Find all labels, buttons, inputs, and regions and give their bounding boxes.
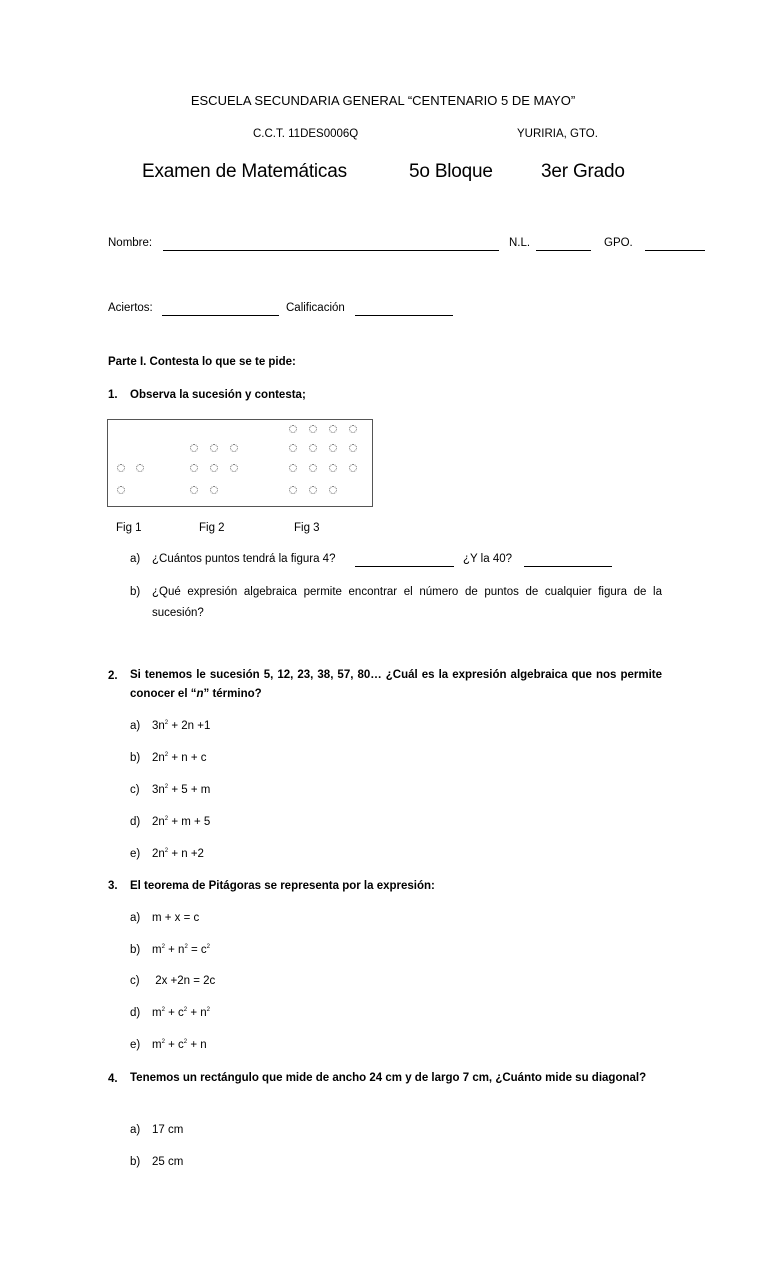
fig3-dot — [289, 425, 297, 433]
q3-option-b[interactable]: b) $m^2 + n^2 = c^2$ — [130, 944, 210, 956]
grado: 3er Grado — [541, 161, 625, 182]
fig3-dot — [329, 486, 337, 494]
calificacion-field[interactable] — [355, 315, 453, 316]
q2-option-c[interactable]: c) $3n^2 + 5 + m$ — [130, 784, 211, 796]
fig3-dot — [309, 464, 317, 472]
fig3-dot — [329, 425, 337, 433]
aciertos-field[interactable] — [162, 315, 279, 316]
fig3-dot — [289, 486, 297, 494]
fig3-dot — [309, 444, 317, 452]
fig2-dot — [230, 444, 238, 452]
fig1-dot — [136, 464, 144, 472]
q2-option-e[interactable]: e) $2n^2 + n +2$ — [130, 848, 204, 860]
q1b-text: ¿Qué expresión algebraica permite encontrar el número de puntos de cualquier figura de la sucesión? — [152, 586, 662, 619]
fig3-dot — [309, 425, 317, 433]
nombre-label: Nombre: — [108, 237, 153, 249]
q2-option-b[interactable]: b) $2n^2 + n + c$ — [130, 752, 207, 764]
aciertos-label: Aciertos: — [108, 302, 153, 314]
q4-number: 4. — [108, 1073, 118, 1085]
part1-title: Parte I. Contesta lo que se te pide: — [108, 356, 296, 368]
q4-option-b[interactable]: b) 25 cm — [130, 1156, 184, 1168]
q1-text: Observa la sucesión y contesta; — [130, 389, 306, 401]
fig1-dot — [117, 486, 125, 494]
bloque: 5o Bloque — [409, 161, 493, 182]
fig2-label: Fig 2 — [199, 522, 225, 534]
fig2-dot — [230, 464, 238, 472]
school-name: ESCUELA SECUNDARIA GENERAL “CENTENARIO 5 DE MAYO” — [190, 93, 576, 108]
q1a-text: ¿Cuántos puntos tendrá la figura 4? — [152, 553, 336, 565]
fig2-dot — [190, 444, 198, 452]
calificacion-label: Calificación — [286, 302, 345, 314]
cct-code: C.C.T. 11DES0006Q — [253, 128, 359, 140]
q2-text: Si tenemos le sucesión 5, 12, 23, 38, 57, 80… ¿Cuál es la expresión algebraica que nos permite conocer el “n” término? — [130, 669, 662, 700]
fig3-dot — [289, 464, 297, 472]
q3-option-c[interactable]: c) 2x +2n = 2c — [130, 975, 216, 987]
fig3-dot — [289, 444, 297, 452]
fig2-dot — [190, 486, 198, 494]
fig2-dot — [210, 464, 218, 472]
fig3-dot — [349, 464, 357, 472]
q1a-answer2-field[interactable] — [524, 566, 612, 567]
q1-number: 1. — [108, 389, 118, 401]
fig3-dot — [349, 444, 357, 452]
fig1-dot — [117, 464, 125, 472]
q4-text: Tenemos un rectángulo que mide de ancho 24 cm y de largo 7 cm, ¿Cuánto mide su diagonal? — [130, 1072, 647, 1084]
fig3-label: Fig 3 — [294, 522, 320, 534]
q3-number: 3. — [108, 880, 118, 892]
fig2-dot — [210, 444, 218, 452]
q2-number: 2. — [108, 670, 118, 682]
location: YURIRIA, GTO. — [517, 128, 598, 140]
q2-option-d[interactable]: d) $2n^2 + m + 5$ — [130, 816, 211, 828]
q1a-answer-field[interactable] — [355, 566, 454, 567]
fig2-dot — [210, 486, 218, 494]
nombre-field[interactable] — [163, 250, 499, 251]
q1b-label: b) — [130, 586, 141, 598]
fig3-dot — [329, 464, 337, 472]
q1a-label: a) — [130, 553, 141, 565]
q3-option-e[interactable]: e) $m^2 + c^2 + n$ — [130, 1039, 207, 1051]
nl-field[interactable] — [536, 250, 591, 251]
q3-option-a[interactable]: a) m + x = c — [130, 912, 200, 924]
nl-label: N.L. — [509, 237, 531, 249]
q3-text: El teorema de Pitágoras se representa por la expresión: — [130, 880, 435, 892]
exam-title: Examen de Matemáticas — [142, 161, 347, 182]
gpo-field[interactable] — [645, 250, 705, 251]
fig3-dot — [349, 425, 357, 433]
q3-option-d[interactable]: d) $m^2 + c^2 + n^2$ — [130, 1007, 210, 1019]
q2-option-a[interactable]: a) $3n^2 + 2n +1$ — [130, 720, 211, 732]
q1a-text2: ¿Y la 40? — [463, 553, 513, 565]
gpo-label: GPO. — [604, 237, 633, 249]
q4-option-a[interactable]: a) 17 cm — [130, 1124, 184, 1136]
fig3-dot — [329, 444, 337, 452]
fig1-label: Fig 1 — [116, 522, 142, 534]
fig2-dot — [190, 464, 198, 472]
fig3-dot — [309, 486, 317, 494]
dot-sequence-figure — [107, 419, 373, 507]
